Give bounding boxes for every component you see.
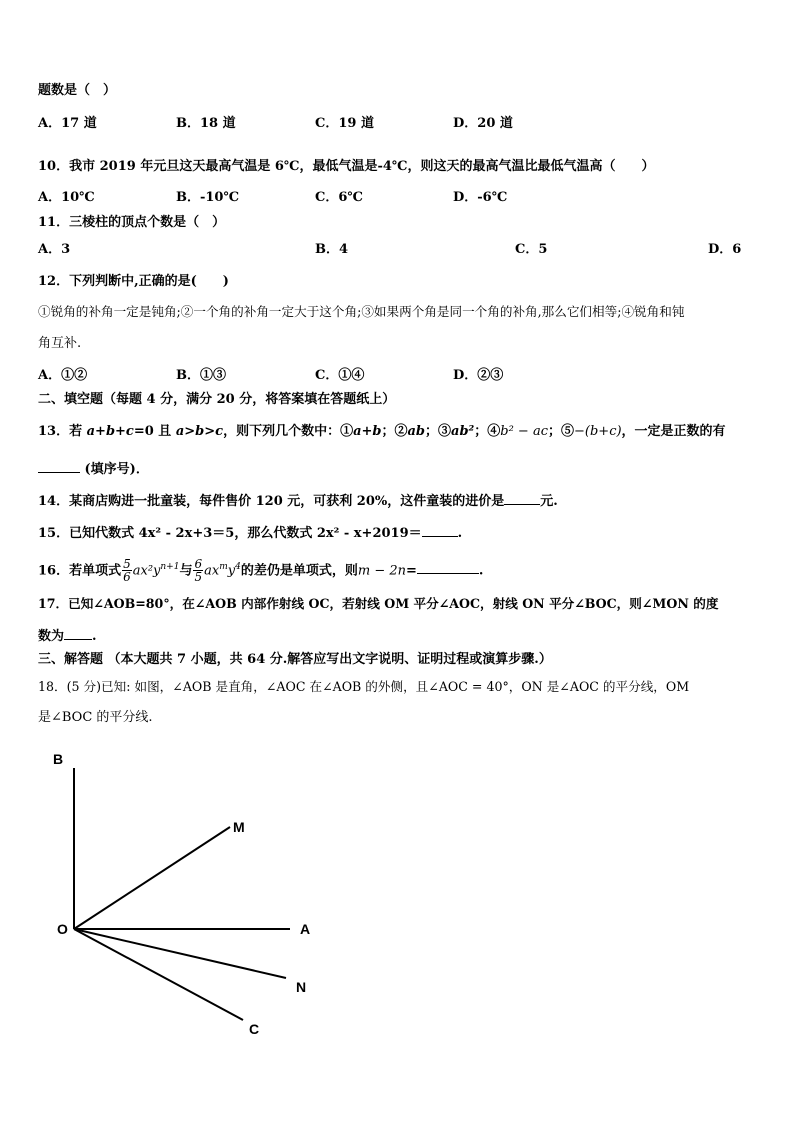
q16-text-4: = bbox=[406, 563, 417, 579]
q15-text: 15．已知代数式 4x² - 2x+3＝5，那么代数式 2x² - x+2019＝ bbox=[38, 526, 422, 541]
q16-text-1: 16．若单项式 bbox=[38, 563, 122, 579]
q13-condition: a+b+c bbox=[86, 424, 134, 439]
section-2-heading: 二、填空题（每题 4 分，满分 20 分，将答案填在答题纸上） bbox=[38, 392, 396, 407]
q16-monomial-1-exponent: n+1 bbox=[160, 562, 180, 572]
q16-monomial-1: ax²y bbox=[132, 563, 161, 579]
label-b: B bbox=[53, 751, 64, 767]
q17-text: 数为 bbox=[38, 629, 65, 644]
q16-monomial-2-y: y bbox=[227, 563, 236, 579]
q10-option-b: B．-10℃ bbox=[176, 190, 240, 205]
q10-option-d: D．-6℃ bbox=[453, 190, 508, 205]
q9-option-d: D．20 道 bbox=[453, 116, 513, 131]
q18-stem-line2: 是∠BOC 的平分线. bbox=[38, 710, 153, 725]
q12-option-b: B．①③ bbox=[176, 368, 226, 383]
q16-fraction-1-numerator: 5 bbox=[123, 557, 131, 572]
q11-option-c: C．5 bbox=[515, 242, 548, 257]
q13-text-4: ；② bbox=[381, 424, 408, 439]
q12-option-a: A．①② bbox=[38, 368, 88, 383]
ray-on bbox=[74, 929, 286, 978]
q13-expr-5: −(b+c) bbox=[574, 424, 622, 439]
q13-expr-4: b² − ac bbox=[500, 424, 548, 439]
q13-text-5: ；③ bbox=[425, 424, 452, 439]
q16-text-2: 与 bbox=[179, 563, 193, 579]
q9-option-c: C．19 道 bbox=[315, 116, 374, 131]
q11-stem: 11．三棱柱的顶点个数是（ ） bbox=[38, 215, 226, 230]
q12-option-d: D．②③ bbox=[453, 368, 504, 383]
q16-monomial-2-exponent-x: m bbox=[219, 562, 228, 572]
q13-text-2: =0 且 bbox=[133, 424, 176, 439]
label-o: O bbox=[57, 921, 68, 937]
label-n: N bbox=[296, 979, 307, 995]
q16-fraction-2-denominator: 5 bbox=[194, 570, 203, 585]
q10-option-c: C．6℃ bbox=[315, 190, 363, 205]
section-3-heading: 三、解答题 （本大题共 7 小题，共 64 分.解答应写出文字说明、证明过程或演算步骤.） bbox=[38, 652, 552, 667]
q17-tail: . bbox=[92, 629, 97, 644]
q17-stem-line1: 17．已知∠AOB=80°，在∠AOB 内部作射线 OC，若射线 OM 平分∠AOC，射线 ON 平分∠BOC，则∠MON 的度 bbox=[38, 596, 719, 611]
q9-stem-tail: 题数是（ ） bbox=[38, 83, 117, 98]
q12-body-line2: 角互补. bbox=[38, 336, 82, 351]
q16-expression: m − 2n bbox=[357, 563, 406, 579]
q13-expr-2: ab bbox=[407, 424, 426, 439]
q11-option-b: B．4 bbox=[315, 242, 349, 257]
ray-oc bbox=[74, 929, 243, 1020]
q12-stem: 12．下列判断中,正确的是( ) bbox=[38, 274, 229, 289]
q16-fraction-1-denominator: 6 bbox=[123, 570, 131, 585]
ray-om bbox=[74, 827, 230, 929]
q14-text: 14．某商店购进一批童装，每件售价 120 元，可获利 20%，这件童装的进价是 bbox=[38, 494, 505, 509]
label-a: A bbox=[300, 921, 311, 937]
q13-text-6: ；④ bbox=[474, 424, 501, 439]
label-m: M bbox=[233, 819, 245, 835]
q18-stem-line1: 18．(5 分)已知: 如图，∠AOB 是直角，∠AOC 在∠AOB 的外侧，且∠AOC = 40°，ON 是∠AOC 的平分线，OM bbox=[38, 679, 690, 694]
q15-tail: . bbox=[457, 526, 463, 541]
q12-option-c: C．①④ bbox=[315, 368, 365, 383]
q10-option-a: A．10℃ bbox=[38, 190, 95, 205]
q13-text-7: ；⑤ bbox=[548, 424, 575, 439]
q11-option-a: A．3 bbox=[38, 242, 71, 257]
q16-monomial-2: ax bbox=[204, 563, 220, 579]
label-c: C bbox=[249, 1021, 260, 1037]
q16-fraction-2-numerator: 6 bbox=[194, 557, 203, 572]
q16-text-3: 的差仍是单项式，则 bbox=[240, 563, 358, 579]
q13-expr-3: ab² bbox=[451, 424, 475, 439]
q14-tail: 元. bbox=[540, 494, 558, 509]
q12-body-line1: ①锐角的补角一定是钝角;②一个角的补角一定大于这个角;③如果两个角是同一个角的补角,那么它们相等;④锐角和钝 bbox=[38, 304, 685, 319]
q13-expr-1: a+b bbox=[353, 424, 382, 439]
q13-text-3: ，则下列几个数中：① bbox=[223, 424, 354, 439]
q10-stem: 10．我市 2019 年元旦这天最高气温是 6℃，最低气温是-4℃，则这天的最高气温比最低气温高（ ） bbox=[38, 159, 655, 174]
q9-option-b: B．18 道 bbox=[176, 116, 236, 131]
q13-text-1: 13．若 bbox=[38, 424, 87, 439]
q13-inequality: a>b>c bbox=[175, 424, 224, 439]
q11-option-d: D．6 bbox=[708, 242, 742, 257]
q16-monomial-2-exponent-y: 4 bbox=[235, 562, 241, 572]
q9-option-a: A．17 道 bbox=[38, 116, 97, 131]
q13-text-8: ，一定是正数的有 bbox=[621, 424, 726, 439]
q16-tail: . bbox=[478, 563, 484, 579]
q13-answer-hint: (填序号)． bbox=[84, 462, 149, 477]
